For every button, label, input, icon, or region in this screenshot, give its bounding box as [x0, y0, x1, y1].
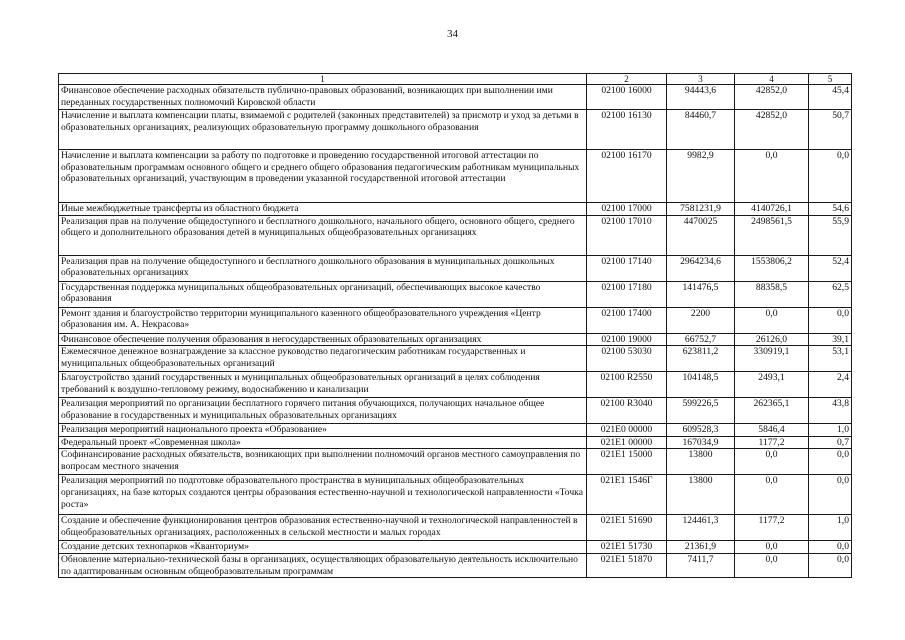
row-code-cell: 02100 17180: [587, 281, 667, 307]
table-row: [59, 541, 852, 554]
row-code-cell: 02100 16130: [587, 110, 667, 150]
row-percent-cell: 50,7: [809, 110, 852, 150]
row-code-cell: 021E1 51730: [587, 541, 667, 554]
row-name-cell: Иные межбюджетные трансферты из областного бюджета: [59, 203, 587, 216]
row-code-cell: 02100 17000: [587, 203, 667, 216]
row-value-col3: 2200: [667, 307, 735, 333]
row-percent-cell: 0,7: [809, 436, 852, 449]
table-row: [59, 215, 852, 255]
row-value-col4: 0,0: [735, 150, 809, 203]
row-percent-cell: 0,0: [809, 150, 852, 203]
row-name-cell: Обновление материально-технической базы в организациях, осуществляющих образовательную деятельность исключительно по адаптированным основным общеобразовательным программам: [59, 553, 587, 577]
column-header: 5: [809, 74, 852, 85]
row-value-col4: 5846,4: [735, 424, 809, 437]
table-row: [59, 281, 852, 307]
row-value-col3: 9982,9: [667, 150, 735, 203]
row-percent-cell: 0,0: [809, 541, 852, 554]
row-code-cell: 02100 53030: [587, 346, 667, 372]
row-value-col4: 42852,0: [735, 110, 809, 150]
row-value-col3: 13800: [667, 475, 735, 515]
row-code-cell: 02100 16000: [587, 85, 667, 110]
row-percent-cell: 45,4: [809, 85, 852, 110]
row-value-col4: 0,0: [735, 553, 809, 577]
row-value-col3: 623811,2: [667, 346, 735, 372]
table-header-row: [59, 74, 852, 85]
row-name-cell: Реализация мероприятий национального проекта «Образование»: [59, 424, 587, 437]
row-code-cell: 021E1 51690: [587, 515, 667, 541]
row-name-cell: Реализация прав на получение общедоступного и бесплатного дошкольного, начального общего, основного общего, среднего общего и дополнительного образования детей в муниципальных общеобразовательных организациях: [59, 215, 587, 255]
table-row: [59, 398, 852, 424]
table-row: [59, 449, 852, 475]
table-row: [59, 553, 852, 577]
table-row: [59, 475, 852, 515]
row-value-col3: 599226,5: [667, 398, 735, 424]
row-value-col3: 104148,5: [667, 372, 735, 398]
table-row: [59, 255, 852, 281]
row-code-cell: 021E1 51870: [587, 553, 667, 577]
row-value-col3: 2964234,6: [667, 255, 735, 281]
table-row: [59, 333, 852, 346]
row-value-col4: 2493,1: [735, 372, 809, 398]
row-value-col3: 66752,7: [667, 333, 735, 346]
column-header: 2: [587, 74, 667, 85]
row-name-cell: Реализация мероприятий по организации бесплатного горячего питания обучающихся, получающих начальное общее образование в государственных и муниципальных образовательных организациях: [59, 398, 587, 424]
row-value-col4: 1177,2: [735, 515, 809, 541]
row-code-cell: 02100 19000: [587, 333, 667, 346]
table-row: [59, 436, 852, 449]
row-value-col3: 141476,5: [667, 281, 735, 307]
row-percent-cell: 54,6: [809, 203, 852, 216]
table-row: [59, 307, 852, 333]
row-percent-cell: 0,0: [809, 449, 852, 475]
row-name-cell: Реализация мероприятий по подготовке образовательного пространства в муниципальных общеобразовательных организациях, на базе которых создаются центры образования естественно-научной и технологической направленности «Точка роста»: [59, 475, 587, 515]
row-value-col4: 0,0: [735, 449, 809, 475]
row-value-col4: 4140726,1: [735, 203, 809, 216]
row-code-cell: 02100 17140: [587, 255, 667, 281]
row-percent-cell: 2,4: [809, 372, 852, 398]
row-name-cell: Начисление и выплата компенсации платы, взимаемой с родителей (законных представителей) за присмотр и уход за детьми в образовательных организациях, реализующих образовательную программу дошкольного образования: [59, 110, 587, 150]
row-percent-cell: 0,0: [809, 307, 852, 333]
row-percent-cell: 0,0: [809, 475, 852, 515]
row-value-col4: 330919,1: [735, 346, 809, 372]
row-value-col4: 0,0: [735, 307, 809, 333]
row-value-col3: 13800: [667, 449, 735, 475]
row-percent-cell: 55,9: [809, 215, 852, 255]
row-value-col3: 84460,7: [667, 110, 735, 150]
row-code-cell: 021E1 15000: [587, 449, 667, 475]
row-code-cell: 021E1 00000: [587, 436, 667, 449]
row-percent-cell: 1,0: [809, 424, 852, 437]
row-value-col3: 94443,6: [667, 85, 735, 110]
column-header: 3: [667, 74, 735, 85]
row-code-cell: 02100 R3040: [587, 398, 667, 424]
table-row: [59, 346, 852, 372]
table-row: [59, 515, 852, 541]
row-name-cell: Софинансирование расходных обязательств, возникающих при выполнении полномочий органов местного самоуправления по вопросам местного значения: [59, 449, 587, 475]
row-value-col4: 0,0: [735, 541, 809, 554]
table-row: [59, 110, 852, 150]
row-name-cell: Финансовое обеспечение получения образования в негосударственных образовательных организациях: [59, 333, 587, 346]
row-name-cell: Государственная поддержка муниципальных общеобразовательных организаций, обеспечивающих высокое качество образования: [59, 281, 587, 307]
row-value-col4: 0,0: [735, 475, 809, 515]
row-value-col4: 26126,0: [735, 333, 809, 346]
row-value-col4: 1553806,2: [735, 255, 809, 281]
table-row: [59, 85, 852, 110]
row-percent-cell: 62,5: [809, 281, 852, 307]
row-value-col4: 262365,1: [735, 398, 809, 424]
row-code-cell: 02100 17010: [587, 215, 667, 255]
row-value-col4: 2498561,5: [735, 215, 809, 255]
row-value-col4: 42852,0: [735, 85, 809, 110]
column-header: 1: [59, 74, 587, 85]
row-value-col3: 7581231,9: [667, 203, 735, 216]
row-percent-cell: 53,1: [809, 346, 852, 372]
column-header: 4: [735, 74, 809, 85]
budget-table: [58, 73, 852, 578]
row-value-col3: 167034,9: [667, 436, 735, 449]
row-name-cell: Благоустройство зданий государственных и муниципальных общеобразовательных организаций в целях соблюдения требований к воздушно-тепловому режиму, водоснабжению и канализации: [59, 372, 587, 398]
row-name-cell: Создание и обеспечение функционирования центров образования естественно-научной и технологической направленностей в общеобразовательных организациях, расположенных в сельской местности и малых городах: [59, 515, 587, 541]
row-percent-cell: 39,1: [809, 333, 852, 346]
table-body: [59, 85, 852, 578]
row-value-col3: 4470025: [667, 215, 735, 255]
table-row: [59, 203, 852, 216]
row-value-col3: 21361,9: [667, 541, 735, 554]
row-code-cell: 02100 R2550: [587, 372, 667, 398]
row-value-col3: 7411,7: [667, 553, 735, 577]
row-name-cell: Ежемесячное денежное вознаграждение за классное руководство педагогическим работникам государственных и муниципальных общеобразовательных организаций: [59, 346, 587, 372]
row-value-col3: 124461,3: [667, 515, 735, 541]
table-row: [59, 424, 852, 437]
row-percent-cell: 43,8: [809, 398, 852, 424]
row-code-cell: 02100 16170: [587, 150, 667, 203]
row-value-col3: 609528,3: [667, 424, 735, 437]
row-name-cell: Федеральный проект «Современная школа»: [59, 436, 587, 449]
table-row: [59, 372, 852, 398]
row-percent-cell: 52,4: [809, 255, 852, 281]
row-name-cell: Начисление и выплата компенсации за работу по подготовке и проведению государственной итоговой аттестации по образовательным программам основного общего и среднего общего образования педагогическим работникам муниципальных образовательных организаций, участвующим в проведении указанной государственной итоговой аттестации: [59, 150, 587, 203]
row-value-col4: 88358,5: [735, 281, 809, 307]
row-code-cell: 021E1 1546Г: [587, 475, 667, 515]
row-name-cell: Финансовое обеспечение расходных обязательств публично-правовых образований, возникающих при выполнении ими переданных государственных полномочий Кировской области: [59, 85, 587, 110]
row-name-cell: Реализация прав на получение общедоступного и бесплатного дошкольного образования в муниципальных дошкольных образовательных организациях: [59, 255, 587, 281]
row-code-cell: 021E0 00000: [587, 424, 667, 437]
row-value-col4: 1177,2: [735, 436, 809, 449]
table-row: [59, 150, 852, 203]
row-percent-cell: 1,0: [809, 515, 852, 541]
page-number: 34: [447, 28, 458, 40]
row-code-cell: 02100 17400: [587, 307, 667, 333]
row-percent-cell: 0,0: [809, 553, 852, 577]
row-name-cell: Создание детских технопарков «Кванториум»: [59, 541, 587, 554]
row-name-cell: Ремонт здания и благоустройство территории муниципального казенного общеобразовательного учреждения «Центр образования им. А. Некрасова»: [59, 307, 587, 333]
